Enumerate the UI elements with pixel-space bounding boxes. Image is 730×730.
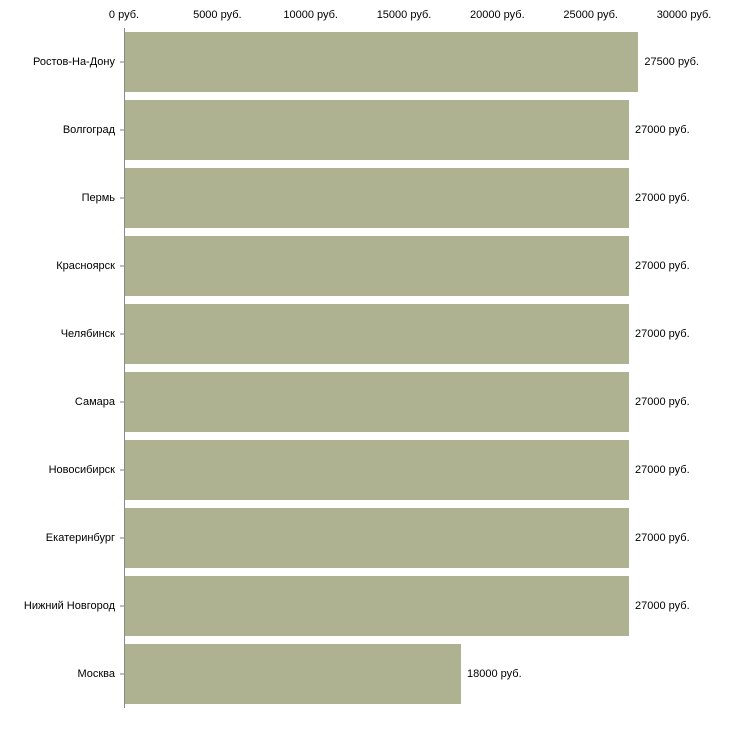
y-tick-label: Пермь: [81, 192, 115, 204]
plot-area: [124, 28, 699, 708]
x-tick-label: 30000 руб.: [656, 9, 712, 21]
bar[interactable]: [125, 372, 629, 432]
x-axis: [108, 0, 712, 28]
bar[interactable]: [125, 644, 461, 704]
bar-value-label: 27000 руб.: [635, 328, 690, 340]
bar-value-label: 27000 руб.: [635, 532, 690, 544]
bar[interactable]: [125, 440, 629, 500]
bar[interactable]: [125, 236, 629, 296]
bar-value-label: 27000 руб.: [635, 192, 690, 204]
bar[interactable]: [125, 304, 629, 364]
bar-value-label: 27000 руб.: [635, 396, 690, 408]
x-tick-label: 20000 руб.: [470, 9, 525, 21]
bar-value-label: 27500 руб.: [644, 56, 699, 68]
y-tick-label: Ростов-На-Дону: [32, 56, 115, 68]
y-tick-label: Екатеринбург: [45, 532, 115, 544]
bar-value-label: 27000 руб.: [635, 464, 690, 476]
bar-value-label: 27000 руб.: [635, 124, 690, 136]
bar[interactable]: [125, 32, 638, 92]
x-tick-label: 25000 руб.: [563, 9, 618, 21]
bar-value-label: 27000 руб.: [635, 600, 690, 612]
bar-value-label: 27000 руб.: [635, 260, 690, 272]
x-tick-label: 5000 руб.: [193, 9, 242, 21]
bar[interactable]: [125, 508, 629, 568]
y-tick-label: Новосибирск: [48, 464, 115, 476]
y-tick-label: Красноярск: [56, 260, 115, 272]
x-tick-label: 10000 руб.: [283, 9, 338, 21]
y-tick-label: Волгоград: [62, 124, 115, 136]
bar[interactable]: [125, 168, 629, 228]
y-axis: [0, 28, 124, 708]
y-tick-label: Москва: [77, 668, 115, 680]
y-tick-label: Челябинск: [60, 328, 115, 340]
y-tick-label: Нижний Новгород: [23, 600, 115, 612]
y-tick-label: Самара: [74, 396, 115, 408]
x-tick-label: 0 руб.: [108, 9, 140, 21]
bar-value-label: 18000 руб.: [467, 668, 522, 680]
bar[interactable]: [125, 576, 629, 636]
bar[interactable]: [125, 100, 629, 160]
x-tick-label: 15000 руб.: [376, 9, 432, 21]
